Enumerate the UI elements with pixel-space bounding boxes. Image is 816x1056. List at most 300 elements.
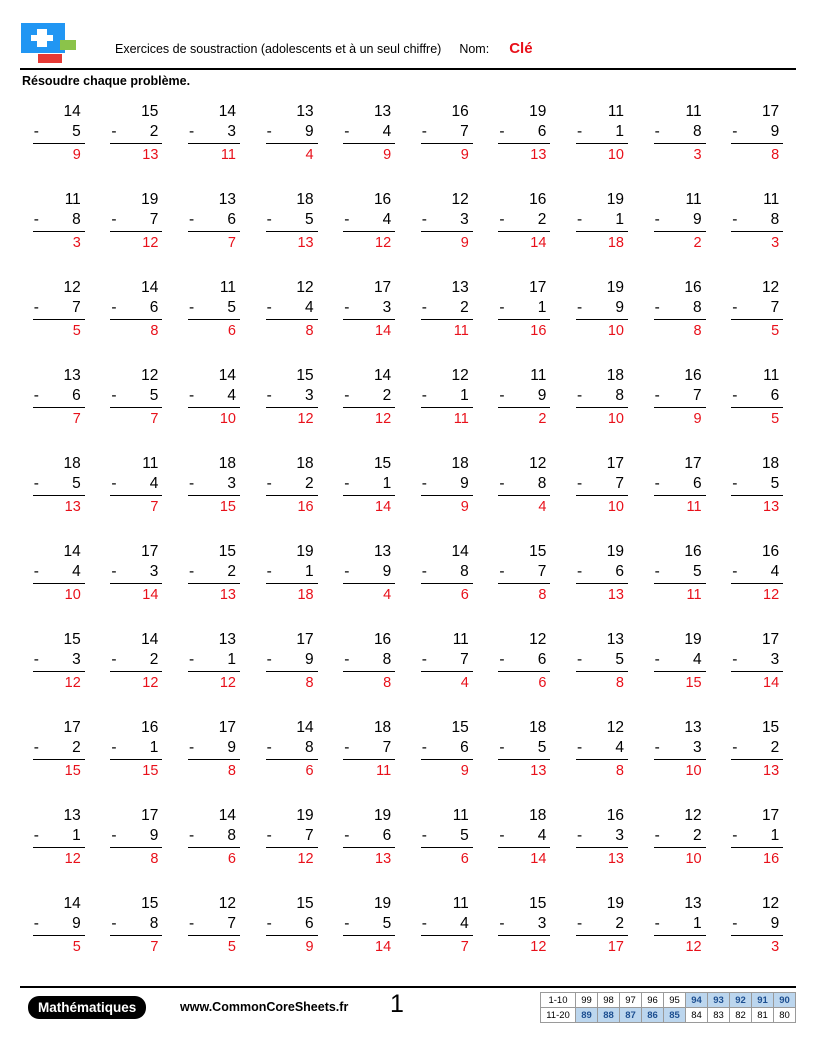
problem-cell	[330, 538, 408, 626]
problem-cell	[486, 802, 564, 890]
answer: 14	[375, 323, 392, 339]
problem-cell	[641, 890, 719, 978]
answer: 13	[607, 851, 624, 867]
subtrahend: 7	[227, 915, 236, 932]
website-url: www.CommonCoreSheets.fr	[180, 1000, 349, 1014]
problem-cell	[175, 626, 253, 714]
subtrahend: 1	[460, 387, 469, 404]
problem	[654, 98, 706, 166]
minuend: 11	[763, 367, 780, 384]
operator-symbol: -	[421, 827, 427, 844]
subtrahend-row	[188, 738, 240, 760]
answer: 10	[685, 851, 702, 867]
operator-symbol: -	[732, 211, 738, 228]
subtrahend-row	[110, 386, 162, 408]
subtrahend-row	[343, 562, 395, 584]
score-cell: 84	[686, 1008, 708, 1023]
subtrahend-row	[266, 914, 318, 936]
problem-cell	[98, 186, 176, 274]
subtrahend-row	[731, 650, 783, 672]
subtrahend: 4	[227, 387, 236, 404]
subtrahend-row	[654, 298, 706, 320]
subtrahend: 5	[692, 563, 702, 580]
subtrahend-row	[33, 650, 85, 672]
answer: 6	[227, 323, 236, 339]
problem-cell	[718, 626, 796, 714]
problem-cell	[98, 714, 176, 802]
subtrahend-row	[343, 386, 395, 408]
minuend: 15	[141, 895, 159, 912]
minuend: 14	[141, 631, 159, 648]
subtrahend: 6	[537, 123, 547, 140]
answer: 10	[685, 763, 702, 779]
subtrahend-row	[343, 738, 395, 760]
operator-symbol: -	[499, 211, 505, 228]
problem	[498, 450, 550, 518]
operator-symbol: -	[654, 299, 660, 316]
subtrahend: 3	[692, 739, 702, 756]
operator-symbol: -	[33, 299, 39, 316]
subtrahend: 6	[149, 299, 159, 316]
problem-cell	[718, 274, 796, 362]
problem	[343, 890, 395, 958]
problem-cell	[98, 450, 176, 538]
header-divider	[20, 68, 796, 70]
answer: 7	[72, 411, 81, 427]
subtrahend: 9	[149, 827, 159, 844]
subtrahend: 3	[227, 123, 236, 140]
answer: 12	[64, 675, 81, 691]
subtrahend-row	[731, 386, 783, 408]
problem-cell	[253, 890, 331, 978]
problem-cell	[330, 98, 408, 186]
minuend: 13	[218, 631, 236, 648]
score-cell: 99	[576, 993, 598, 1008]
subtrahend-row	[188, 122, 240, 144]
problem	[110, 714, 162, 782]
minuend: 16	[684, 279, 702, 296]
answer: 13	[607, 587, 624, 603]
subtrahend-row	[188, 562, 240, 584]
problem	[731, 274, 783, 342]
subtrahend-row	[421, 122, 473, 144]
minuend: 14	[296, 719, 314, 736]
problem	[654, 890, 706, 958]
subtrahend-row	[654, 474, 706, 496]
problem-cell	[718, 890, 796, 978]
problem-cell	[98, 362, 176, 450]
subtrahend: 8	[692, 123, 702, 140]
score-cell: 89	[576, 1008, 598, 1023]
operator-symbol: -	[576, 915, 583, 932]
score-cell: 83	[708, 1008, 730, 1023]
problem	[343, 626, 395, 694]
answer: 12	[64, 851, 81, 867]
operator-symbol: -	[188, 651, 195, 668]
operator-symbol: -	[33, 827, 39, 844]
subtrahend-row	[110, 562, 162, 584]
operator-symbol: -	[499, 651, 505, 668]
answer: 6	[305, 763, 314, 779]
operator-symbol: -	[188, 475, 195, 492]
subtrahend: 3	[149, 563, 159, 580]
minuend: 13	[684, 719, 702, 736]
problem-cell	[175, 186, 253, 274]
minuend: 19	[684, 631, 702, 648]
operator-symbol: -	[732, 563, 738, 580]
problem	[576, 890, 628, 958]
answer: 5	[227, 939, 236, 955]
subtrahend-row	[498, 210, 550, 232]
header-title-row	[115, 40, 796, 57]
problem	[498, 890, 550, 958]
operator-symbol: -	[266, 387, 272, 404]
answer: 6	[538, 675, 547, 691]
minuend: 16	[606, 807, 624, 824]
minuend: 11	[219, 279, 236, 296]
subtrahend: 1	[615, 123, 624, 140]
subtrahend-row	[266, 826, 318, 848]
problem	[421, 802, 473, 870]
score-table	[540, 992, 796, 1023]
subtrahend: 7	[72, 299, 81, 316]
problem	[498, 186, 550, 254]
problem	[498, 714, 550, 782]
problem	[731, 186, 783, 254]
operator-symbol: -	[576, 299, 583, 316]
operator-symbol: -	[33, 563, 39, 580]
problem-cell	[330, 450, 408, 538]
minuend: 11	[685, 191, 702, 208]
operator-symbol: -	[33, 915, 39, 932]
subtrahend-row	[266, 298, 318, 320]
answer: 12	[530, 939, 547, 955]
minuend: 14	[63, 895, 81, 912]
subtrahend-row	[266, 122, 318, 144]
operator-symbol: -	[421, 915, 427, 932]
operator-symbol: -	[344, 651, 350, 668]
problem-cell	[175, 450, 253, 538]
minuend: 16	[684, 367, 702, 384]
problem-cell	[408, 890, 486, 978]
subtrahend: 2	[304, 475, 314, 492]
minuend: 16	[141, 719, 159, 736]
answer: 6	[227, 851, 236, 867]
subtrahend: 4	[382, 211, 392, 228]
score-cell: 97	[620, 993, 642, 1008]
subtrahend-row	[731, 210, 783, 232]
minuend: 17	[529, 279, 547, 296]
answer: 14	[142, 587, 159, 603]
operator-symbol: -	[654, 123, 660, 140]
problem	[731, 714, 783, 782]
answer: 16	[763, 851, 780, 867]
operator-symbol: -	[33, 475, 39, 492]
minuend: 12	[218, 895, 236, 912]
problem	[266, 538, 318, 606]
operator-symbol: -	[654, 563, 660, 580]
subtrahend: 4	[72, 563, 81, 580]
answer: 9	[460, 235, 469, 251]
problem-cell	[408, 362, 486, 450]
subtrahend-row	[654, 738, 706, 760]
operator-symbol: -	[576, 387, 583, 404]
answer: 10	[64, 587, 81, 603]
problem	[421, 626, 473, 694]
problem-cell	[641, 274, 719, 362]
minuend: 19	[606, 895, 624, 912]
subtrahend-row	[33, 474, 85, 496]
problem-cell	[253, 274, 331, 362]
subtrahend: 7	[149, 211, 159, 228]
answer: 12	[375, 411, 392, 427]
answer: 2	[538, 411, 547, 427]
problem	[188, 890, 240, 958]
subtrahend: 2	[770, 739, 780, 756]
subtrahend-row	[421, 386, 473, 408]
subtrahend: 8	[72, 211, 81, 228]
answer: 13	[530, 147, 547, 163]
operator-symbol: -	[33, 387, 39, 404]
minuend: 12	[761, 279, 780, 296]
problem	[731, 450, 783, 518]
problem-cell	[641, 538, 719, 626]
subtrahend: 3	[382, 299, 392, 316]
subtrahend: 5	[72, 123, 81, 140]
minuend: 14	[141, 279, 159, 296]
subtrahend-row	[421, 562, 473, 584]
minuend: 14	[218, 103, 236, 120]
subtrahend: 1	[770, 827, 780, 844]
problem	[731, 538, 783, 606]
operator-symbol: -	[421, 211, 427, 228]
operator-symbol: -	[654, 915, 660, 932]
subtrahend-row	[654, 914, 706, 936]
problem-cell	[330, 626, 408, 714]
subtrahend-row	[421, 738, 473, 760]
problem-cell	[98, 802, 176, 890]
score-cell: 93	[708, 993, 730, 1008]
minuend: 15	[296, 895, 314, 912]
answer: 12	[142, 675, 159, 691]
answer: 12	[685, 939, 702, 955]
answer: 13	[763, 763, 780, 779]
problem-cell	[175, 98, 253, 186]
score-row-label: 11-20	[541, 1008, 576, 1023]
problem-cell	[641, 626, 719, 714]
page-header	[20, 22, 796, 70]
problem-cell	[98, 626, 176, 714]
subtrahend: 2	[227, 563, 236, 580]
problem-cell	[408, 274, 486, 362]
problem-cell	[641, 450, 719, 538]
subtrahend-row	[110, 738, 162, 760]
score-cell: 90	[774, 993, 796, 1008]
minuend: 18	[606, 367, 624, 384]
problem-cell	[563, 626, 641, 714]
problem	[731, 890, 783, 958]
operator-symbol: -	[499, 827, 505, 844]
problem-cell	[563, 186, 641, 274]
operator-symbol: -	[344, 827, 350, 844]
operator-symbol: -	[111, 123, 117, 140]
answer: 4	[460, 675, 469, 691]
minuend: 17	[141, 807, 159, 824]
problem-cell	[486, 186, 564, 274]
problem-cell	[20, 186, 98, 274]
problem-cell	[563, 890, 641, 978]
subtrahend: 8	[149, 915, 159, 932]
problem	[33, 274, 85, 342]
subtrahend: 8	[615, 387, 624, 404]
problem	[576, 186, 628, 254]
subtrahend: 1	[227, 651, 236, 668]
problem-cell	[98, 98, 176, 186]
operator-symbol: -	[576, 475, 583, 492]
subtrahend: 4	[460, 915, 469, 932]
subtrahend: 7	[770, 299, 780, 316]
subtrahend: 1	[149, 739, 159, 756]
subtrahend: 7	[460, 123, 469, 140]
subtrahend: 3	[770, 651, 780, 668]
minuend: 14	[451, 543, 469, 560]
answer: 15	[685, 675, 702, 691]
operator-symbol: -	[111, 651, 117, 668]
problem-cell	[330, 274, 408, 362]
subtrahend-row	[421, 914, 473, 936]
problem-cell	[641, 802, 719, 890]
score-cell: 86	[642, 1008, 664, 1023]
problem-cell	[175, 802, 253, 890]
subtrahend: 9	[304, 123, 314, 140]
subtrahend-row	[188, 650, 240, 672]
subtrahend: 8	[770, 211, 780, 228]
problem	[576, 802, 628, 870]
problem	[266, 362, 318, 430]
subtrahend-row	[343, 122, 395, 144]
minuend: 13	[451, 279, 469, 296]
problem-cell	[20, 802, 98, 890]
answer: 16	[530, 323, 547, 339]
subtrahend-row	[343, 210, 395, 232]
operator-symbol: -	[654, 739, 660, 756]
problem	[343, 714, 395, 782]
problem-cell	[563, 714, 641, 802]
problem	[498, 626, 550, 694]
minuend: 16	[373, 631, 392, 648]
problem	[731, 98, 783, 166]
subtrahend: 2	[537, 211, 547, 228]
problem	[731, 802, 783, 870]
answer: 15	[64, 763, 81, 779]
problem-cell	[175, 274, 253, 362]
minuend: 14	[373, 367, 392, 384]
operator-symbol: -	[421, 739, 427, 756]
subtrahend: 7	[382, 739, 392, 756]
subtrahend-row	[33, 298, 85, 320]
answer: 10	[607, 411, 624, 427]
minuend: 11	[452, 895, 469, 912]
operator-symbol: -	[576, 739, 583, 756]
minuend: 17	[63, 719, 81, 736]
operator-symbol: -	[499, 739, 505, 756]
answer: 3	[771, 939, 780, 955]
answer: 9	[305, 939, 314, 955]
minuend: 12	[296, 279, 314, 296]
subtrahend: 1	[537, 299, 547, 316]
problem	[654, 186, 706, 254]
subtrahend-row	[421, 474, 473, 496]
minuend: 12	[63, 279, 81, 296]
subtrahend-row	[576, 914, 628, 936]
problem	[33, 186, 85, 254]
problem-cell	[20, 626, 98, 714]
subtrahend: 6	[72, 387, 81, 404]
minuend: 18	[529, 807, 547, 824]
subtrahend: 3	[460, 211, 469, 228]
subtrahend-row	[266, 738, 318, 760]
subtrahend: 3	[615, 827, 624, 844]
operator-symbol: -	[344, 739, 350, 756]
subtrahend-row	[421, 826, 473, 848]
operator-symbol: -	[266, 299, 272, 316]
answer: 13	[142, 147, 159, 163]
problem-cell	[408, 626, 486, 714]
minuend: 18	[296, 455, 314, 472]
answer: 10	[219, 411, 236, 427]
subtrahend: 9	[537, 387, 547, 404]
answer: 9	[383, 147, 392, 163]
subtrahend: 3	[227, 475, 236, 492]
subtrahend-row	[576, 122, 628, 144]
problem	[654, 538, 706, 606]
operator-symbol: -	[188, 563, 195, 580]
problem-cell	[330, 362, 408, 450]
problem	[266, 274, 318, 342]
problem	[576, 450, 628, 518]
operator-symbol: -	[111, 563, 117, 580]
answer: 11	[686, 587, 702, 603]
minuend: 11	[607, 103, 624, 120]
problem-cell	[253, 714, 331, 802]
problem-cell	[98, 538, 176, 626]
problem	[576, 98, 628, 166]
subtrahend-row	[731, 474, 783, 496]
subtrahend-row	[110, 122, 162, 144]
subtrahend: 4	[537, 827, 547, 844]
subtrahend-row	[576, 474, 628, 496]
answer: 13	[763, 499, 780, 515]
operator-symbol: -	[654, 387, 660, 404]
score-cell: 92	[730, 993, 752, 1008]
subtrahend: 5	[304, 211, 314, 228]
operator-symbol: -	[732, 915, 738, 932]
minuend: 14	[63, 103, 81, 120]
operator-symbol: -	[732, 475, 738, 492]
operator-symbol: -	[576, 827, 583, 844]
minuend: 19	[529, 103, 547, 120]
subtrahend: 6	[692, 475, 702, 492]
subtrahend: 4	[770, 563, 780, 580]
problem	[498, 362, 550, 430]
problem-cell	[486, 626, 564, 714]
problem-cell	[486, 450, 564, 538]
score-cell: 98	[598, 993, 620, 1008]
operator-symbol: -	[111, 475, 117, 492]
operator-symbol: -	[188, 739, 195, 756]
subtrahend-row	[266, 210, 318, 232]
subtrahend-row	[731, 562, 783, 584]
